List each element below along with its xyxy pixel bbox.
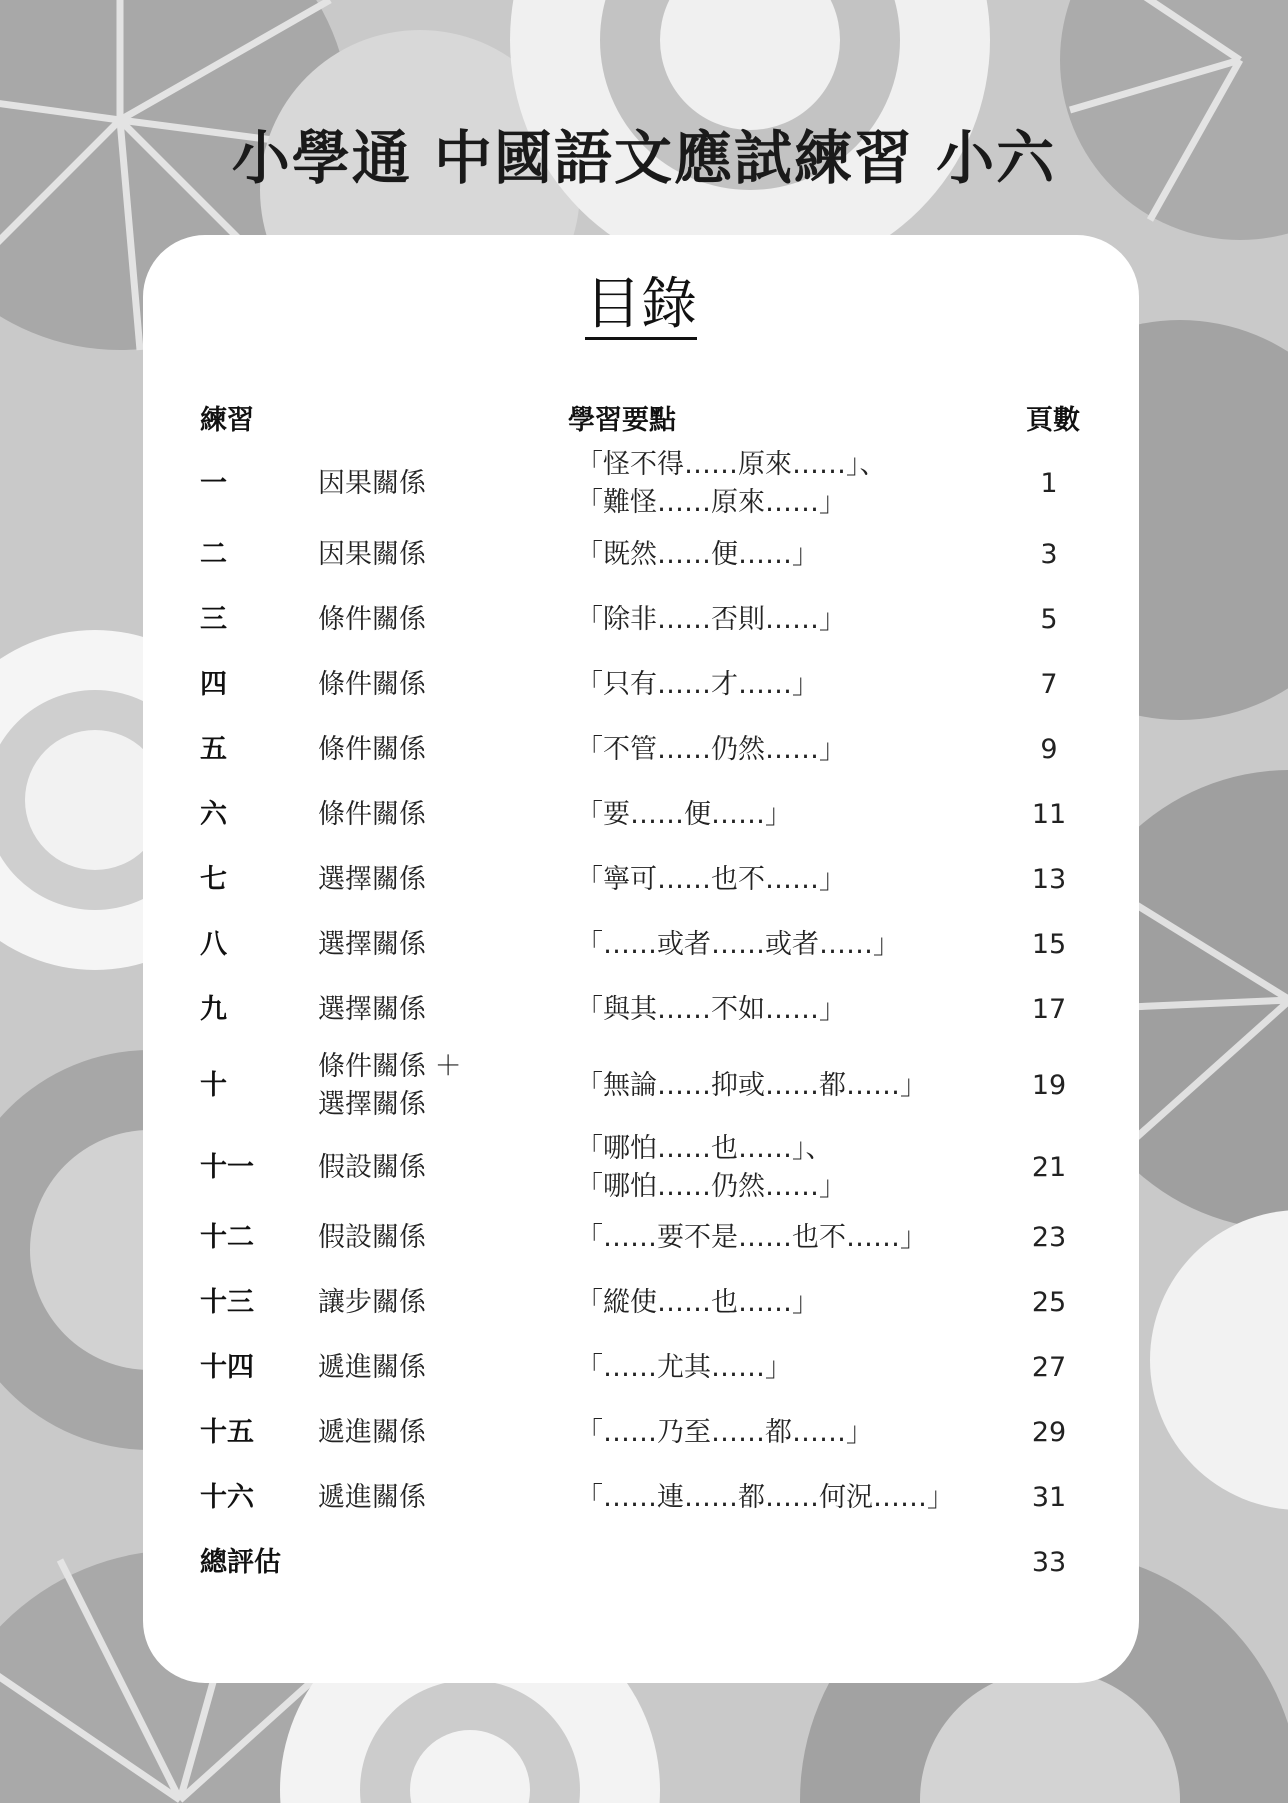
learning-point: 「無論……抑或……都……」	[576, 1070, 927, 1101]
page-number: 19	[1031, 1070, 1067, 1101]
relation-type: 讓步關係	[318, 1287, 426, 1318]
exercise-number: 八	[200, 929, 227, 960]
page-number: 5	[1040, 604, 1058, 635]
toc-row	[143, 1042, 1139, 1130]
toc-row	[143, 1335, 1139, 1400]
page-number: 1	[1040, 468, 1058, 499]
page-number: 33	[1031, 1547, 1067, 1578]
col-exercise-header: 練習	[200, 405, 254, 436]
learning-point: 「要……便……」	[576, 799, 792, 830]
toc-row	[143, 1530, 1139, 1595]
relation-type: 遞進關係	[318, 1417, 426, 1448]
learning-point: 「寧可……也不……」	[576, 864, 846, 895]
book-title: 小學通 中國語文應試練習 小六	[231, 124, 1057, 192]
learning-point: 「……或者……或者……」	[576, 929, 900, 960]
learning-point: 「除非……否則……」	[576, 604, 846, 635]
page-number: 11	[1031, 799, 1067, 830]
exercise-number: 三	[200, 604, 227, 635]
relation-type: 條件關係	[318, 669, 426, 700]
exercise-number: 五	[200, 734, 227, 765]
relation-type: 條件關係	[318, 799, 426, 830]
toc-row	[143, 912, 1139, 977]
toc-row	[143, 522, 1139, 587]
page-number: 23	[1031, 1222, 1067, 1253]
relation-type: 遞進關係	[318, 1352, 426, 1383]
exercise-number: 總評估	[200, 1547, 281, 1578]
learning-point: 「怪不得……原來……」、 「難怪……原來……」	[576, 449, 887, 518]
toc-header-row	[143, 390, 1139, 440]
page-number: 7	[1040, 669, 1058, 700]
relation-type: 條件關係 ＋ 選擇關係	[318, 1051, 462, 1120]
toc-row	[143, 445, 1139, 522]
page-number: 25	[1031, 1287, 1067, 1318]
page-number: 15	[1031, 929, 1067, 960]
learning-point: 「……尤其……」	[576, 1352, 792, 1383]
relation-type: 遞進關係	[318, 1482, 426, 1513]
learning-point: 「既然……便……」	[576, 539, 819, 570]
exercise-number: 一	[200, 468, 227, 499]
toc-heading: 目錄	[143, 265, 1139, 345]
exercise-number: 十五	[200, 1417, 254, 1448]
toc-row	[143, 847, 1139, 912]
page-number: 31	[1031, 1482, 1067, 1513]
exercise-number: 二	[200, 539, 227, 570]
page-number: 17	[1031, 994, 1067, 1025]
toc-row	[143, 717, 1139, 782]
learning-point: 「不管……仍然……」	[576, 734, 846, 765]
relation-type: 假設關係	[318, 1152, 426, 1183]
exercise-number: 十三	[200, 1287, 254, 1318]
learning-point: 「……連……都……何況……」	[576, 1482, 954, 1513]
relation-type: 條件關係	[318, 604, 426, 635]
page-number: 9	[1040, 734, 1058, 765]
page-number: 3	[1040, 539, 1058, 570]
col-page-header: 頁數	[1026, 405, 1080, 436]
exercise-number: 十一	[200, 1152, 254, 1183]
learning-point: 「縱使……也……」	[576, 1287, 819, 1318]
toc-row	[143, 1205, 1139, 1270]
table-of-contents	[143, 235, 1139, 1683]
learning-point: 「哪怕……也……」、 「哪怕……仍然……」	[576, 1133, 846, 1202]
exercise-number: 十四	[200, 1352, 254, 1383]
relation-type: 假設關係	[318, 1222, 426, 1253]
toc-row	[143, 652, 1139, 717]
relation-type: 選擇關係	[318, 929, 426, 960]
toc-row	[143, 1270, 1139, 1335]
learning-point: 「與其……不如……」	[576, 994, 846, 1025]
toc-row	[143, 1130, 1139, 1205]
exercise-number: 九	[200, 994, 227, 1025]
exercise-number: 四	[200, 669, 227, 700]
page-number: 13	[1031, 864, 1067, 895]
exercise-number: 七	[200, 864, 227, 895]
relation-type: 因果關係	[318, 539, 426, 570]
exercise-number: 十二	[200, 1222, 254, 1253]
page-number: 27	[1031, 1352, 1067, 1383]
exercise-number: 十六	[200, 1482, 254, 1513]
exercise-number: 六	[200, 799, 227, 830]
relation-type: 選擇關係	[318, 864, 426, 895]
learning-point: 「……乃至……都……」	[576, 1417, 873, 1448]
toc-row	[143, 587, 1139, 652]
page-number: 29	[1031, 1417, 1067, 1448]
relation-type: 因果關係	[318, 468, 426, 499]
relation-type: 選擇關係	[318, 994, 426, 1025]
toc-row	[143, 1400, 1139, 1465]
learning-point: 「……要不是……也不……」	[576, 1222, 927, 1253]
toc-row	[143, 1465, 1139, 1530]
relation-type: 條件關係	[318, 734, 426, 765]
toc-row	[143, 977, 1139, 1042]
learning-point: 「只有……才……」	[576, 669, 819, 700]
page-number: 21	[1031, 1152, 1067, 1183]
exercise-number: 十	[200, 1070, 227, 1101]
toc-row	[143, 782, 1139, 847]
col-learning-point-header: 學習要點	[568, 405, 676, 436]
